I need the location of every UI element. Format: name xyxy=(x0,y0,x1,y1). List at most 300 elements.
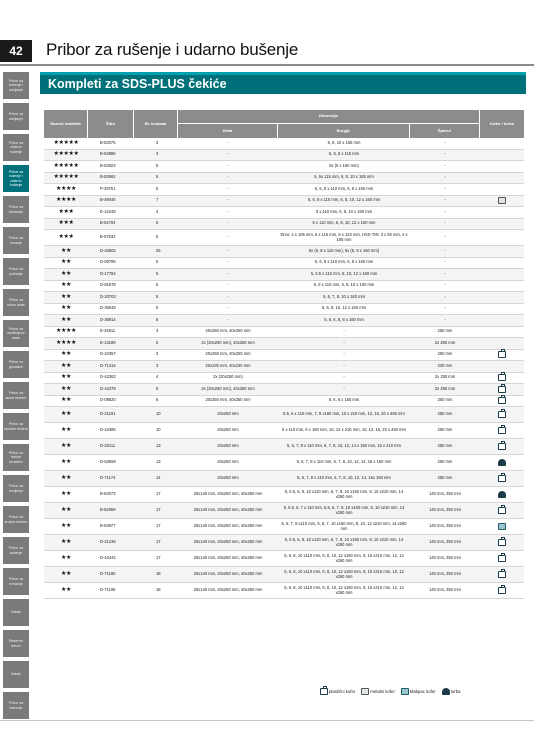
drill-sizes: - xyxy=(343,328,345,334)
pointed-chisel-sizes: 250 mm xyxy=(437,397,453,403)
flat-chisel-sizes: 20x250 mm xyxy=(217,459,239,465)
drill-sizes: - xyxy=(343,374,345,380)
product-code: D-53659 xyxy=(100,459,116,465)
flat-chisel-sizes: - xyxy=(227,247,229,253)
flat-chisel-sizes: - xyxy=(227,162,229,168)
rating-stars: ★★ xyxy=(61,459,71,466)
drill-sizes: - xyxy=(343,351,345,357)
pointed-chisel-sizes: - xyxy=(444,174,446,180)
legend-soft-label: Makpac kofer xyxy=(409,689,436,694)
sidebar-tab[interactable]: Pribor za sečenje xyxy=(3,537,29,564)
table-body xyxy=(44,138,524,599)
plastic-case-icon xyxy=(498,427,506,434)
table-row xyxy=(44,258,524,270)
piece-count: 17 xyxy=(156,507,161,513)
sidebar-tab[interactable]: Rezervni delovi xyxy=(3,630,29,657)
product-code: B-49046 xyxy=(100,197,116,203)
case-type xyxy=(480,219,524,230)
flat-chisel-sizes: 2x (20x250 mm) xyxy=(213,374,243,380)
sidebar-tab[interactable]: Ostalo xyxy=(3,661,29,688)
flat-chisel-sizes: - xyxy=(227,234,229,240)
rating-stars: ★★ xyxy=(61,539,71,546)
legend-bag xyxy=(442,688,461,695)
table-row xyxy=(44,535,524,551)
rating-stars: ★★★ xyxy=(58,220,74,227)
pointed-chisel-sizes: - xyxy=(444,316,446,322)
table-row xyxy=(44,583,524,599)
sidebar-tab[interactable]: Pribor za merenje xyxy=(3,692,29,719)
title-divider xyxy=(0,64,534,66)
sidebar-tab[interactable]: Pribor za ručne alate xyxy=(3,289,29,316)
pointed-chisel-sizes: - xyxy=(444,293,446,299)
rating-stars: ★★ xyxy=(61,555,71,562)
piece-count: 13 xyxy=(156,443,161,449)
table-row xyxy=(44,423,524,439)
product-code: D-17784 xyxy=(100,270,116,276)
case-type xyxy=(480,315,524,326)
product-code: D-08820 xyxy=(100,397,116,403)
plastic-case-icon xyxy=(498,555,506,562)
rating-stars: ★★ xyxy=(61,247,71,254)
drill-sizes: 5.5, 6 x 110 mm, 7, 8 x160 mm, 10 x 210 mm, 12, 16, 20 x 460 mm xyxy=(283,411,405,417)
piece-count: 5 xyxy=(156,293,159,299)
rating-stars: ★★ xyxy=(61,351,71,358)
piece-count: 5 xyxy=(156,220,159,226)
drill-sizes: - xyxy=(343,362,345,368)
drill-sizes: 5, 5.5, 6, 8, 10 x110 mm, 6, 7, 8, 10 x160 mm, 8, 10 x210 mm, 14 x260 mm xyxy=(284,488,404,499)
drill-sizes: - xyxy=(343,339,345,345)
legend-plastic xyxy=(320,688,355,695)
sidebar-tab[interactable]: Pribor za kružne testere xyxy=(3,506,29,533)
rating-stars: ★★ xyxy=(61,316,71,323)
table-row xyxy=(44,503,524,519)
drill-sizes: 5, 6, 7, 8 x110 mm, 5, 6, 7, 10 x160 mm, 8, 10, 12 x210 mm, 14 x260 mm xyxy=(281,520,407,531)
product-code: D-42385 xyxy=(100,427,116,433)
product-code: D-71174 xyxy=(100,475,116,481)
plastic-case-icon xyxy=(498,411,506,418)
product-code: B-53923 xyxy=(100,162,116,168)
pointed-chisel-sizes: - xyxy=(444,234,446,240)
sidebar-tab[interactable]: Pribor za rezanje xyxy=(3,227,29,254)
pointed-chisel-sizes: 2x 250 mm xyxy=(434,374,456,380)
table-row xyxy=(44,350,524,362)
sidebar-tab[interactable]: Pribor za stone testere xyxy=(3,382,29,409)
rating-stars: ★★★★★ xyxy=(53,151,79,158)
header-drill: Burgije xyxy=(278,124,409,138)
legend-bag-label: torba xyxy=(450,689,461,694)
piece-count: 3 xyxy=(156,328,159,334)
product-code: B-53877 xyxy=(100,523,116,529)
pointed-chisel-sizes: - xyxy=(444,185,446,191)
bottom-divider xyxy=(0,720,534,721)
case-legend xyxy=(320,688,464,695)
rating-stars: ★★ xyxy=(61,385,71,392)
product-code: B-52069 xyxy=(100,507,116,513)
case-type xyxy=(480,423,524,438)
sidebar-tab[interactable]: Pribor za udarno bušenje xyxy=(3,134,29,161)
piece-count: 13 xyxy=(156,459,161,465)
rating-stars: ★★ xyxy=(61,427,71,434)
flat-chisel-sizes: - xyxy=(227,208,229,214)
pointed-chisel-sizes: 140 mm, 250 mm xyxy=(429,587,461,593)
case-type xyxy=(480,471,524,486)
piece-count: 3 xyxy=(156,139,159,145)
piece-count: 10 xyxy=(156,427,161,433)
rating-stars: ★★ xyxy=(61,491,71,498)
metal-case-icon xyxy=(498,197,506,204)
flat-chisel-sizes: 20x140 mm, 20x250 mm, 40x250 mm xyxy=(193,507,263,513)
flat-chisel-sizes: 20x230 mm, 40x230 mm xyxy=(205,362,251,368)
case-type xyxy=(480,207,524,218)
pointed-chisel-sizes: 250 mm xyxy=(437,411,453,417)
product-code: D-42444 xyxy=(100,555,116,561)
case-type xyxy=(480,407,524,422)
table-row xyxy=(44,455,524,471)
rating-stars: ★★ xyxy=(61,374,71,381)
flat-chisel-sizes: - xyxy=(227,174,229,180)
table-row xyxy=(44,439,524,455)
case-type xyxy=(480,583,524,598)
rating-stars: ★★★★★ xyxy=(53,174,79,181)
flat-chisel-sizes: 20x140 mm, 20x250 mm, 40x250 mm xyxy=(193,587,263,593)
product-code: B-53073 xyxy=(100,491,116,497)
drill-sizes: - xyxy=(343,385,345,391)
rating-stars: ★★ xyxy=(61,587,71,594)
drill-sizes: 6 x 110 mm, 6, 8, 10, 12 x 160 mm xyxy=(312,220,376,226)
drill-sizes: 5, 6, 7, 8 x 110 mm, 6, 7, 8, 10, 12, 14, 16 x 160 mm xyxy=(296,459,392,465)
flat-chisel-sizes: - xyxy=(227,139,229,145)
product-code: D-71314 xyxy=(100,362,116,368)
flat-chisel-sizes: 20x250 mm xyxy=(217,475,239,481)
table-row xyxy=(44,173,524,185)
sidebar-tab[interactable]: Pribor za glodalice xyxy=(3,351,29,378)
flat-chisel-sizes: - xyxy=(227,293,229,299)
product-code: D-81878 xyxy=(100,282,116,288)
flat-chisel-sizes: - xyxy=(227,259,229,265)
sidebar-tab[interactable]: Pribor za odvijanje xyxy=(3,103,29,130)
piece-count: 3 xyxy=(156,351,159,357)
piece-count: 5 xyxy=(156,316,159,322)
piece-count: 4 xyxy=(156,208,159,214)
pointed-chisel-sizes: 2x 250 mm xyxy=(434,385,456,391)
piece-count: 18 xyxy=(156,571,161,577)
page-number: 42 xyxy=(0,40,32,62)
metal-case-icon xyxy=(361,688,369,695)
piece-count: 5 xyxy=(156,282,159,288)
sidebar-tab[interactable]: Pribor za poliranje xyxy=(3,258,29,285)
product-code: B-57532 xyxy=(100,234,116,240)
drill-sizes: 6 x 110 mm, 6 x 160 mm, 10, 12 x 210 mm, 10, 12, 16, 20 x 460 mm xyxy=(282,427,406,433)
sidebar-tab[interactable]: Pribor za ubodne testere xyxy=(3,413,29,440)
piece-count: 6 xyxy=(156,397,159,403)
product-code: D-21236 xyxy=(100,539,116,545)
plastic-case-icon xyxy=(498,351,506,358)
case-type xyxy=(480,184,524,195)
pointed-chisel-sizes: 140 mm, 250 mm xyxy=(429,507,461,513)
pointed-chisel-sizes: 250 mm xyxy=(437,459,453,465)
makpac-case-icon xyxy=(401,688,409,695)
rating-stars: ★★ xyxy=(61,270,71,277)
table-row xyxy=(44,551,524,567)
legend-metal-label: metalni kofer xyxy=(370,689,395,694)
sidebar-tab[interactable]: Pribor za brušenje xyxy=(3,196,29,223)
case-type xyxy=(480,396,524,407)
table-row xyxy=(44,396,524,408)
flat-chisel-sizes: - xyxy=(227,185,229,191)
flat-chisel-sizes: 20x250 mm, 40x250 mm xyxy=(205,328,251,334)
case-type xyxy=(480,361,524,372)
product-code: D-36914 xyxy=(100,316,116,322)
piece-count: 5 xyxy=(156,305,159,311)
pointed-chisel-sizes: - xyxy=(444,208,446,214)
product-code: D-36049 xyxy=(100,305,116,311)
drill-sizes: 6, 8, 10 x 165 mm xyxy=(327,139,361,145)
piece-count: 25 xyxy=(156,247,161,253)
rating-stars: ★★ xyxy=(61,523,71,530)
header-count: Br. komada xyxy=(134,110,177,138)
table-row xyxy=(44,567,524,583)
makpac-case-icon xyxy=(498,523,506,530)
pointed-chisel-sizes: - xyxy=(444,282,446,288)
pointed-chisel-sizes: - xyxy=(444,247,446,253)
case-type xyxy=(480,455,524,470)
drill-sizes: 5, 6, 8, 10 x110 mm, 6, 8, 10, 12 x160 mm, 8, 10 x210 mm, 12, 14 x260 mm xyxy=(284,552,404,563)
product-code: D-71180 xyxy=(100,571,116,577)
pointed-chisel-sizes: 230 mm xyxy=(437,362,453,368)
table-row xyxy=(44,230,524,246)
flat-chisel-sizes: - xyxy=(227,220,229,226)
pointed-chisel-sizes: - xyxy=(444,139,446,145)
table-row xyxy=(44,327,524,339)
product-table xyxy=(44,110,524,599)
case-type xyxy=(480,269,524,280)
legend-plastic-label: plastični kofer xyxy=(329,689,356,694)
rating-stars: ★★ xyxy=(61,571,71,578)
drill-sizes: 5, 6, 7, 8, 10 x 160 mm xyxy=(323,293,365,299)
header-code: Šifra xyxy=(88,110,133,138)
product-code: E-34911 xyxy=(100,328,116,334)
case-type xyxy=(480,439,524,454)
product-code: D-20111 xyxy=(100,443,116,449)
product-code: D-21191 xyxy=(100,411,116,417)
case-type xyxy=(480,327,524,338)
case-type xyxy=(480,281,524,292)
legend-soft xyxy=(401,688,436,695)
flat-chisel-sizes: 20x250 mm, 40x250 mm xyxy=(205,397,251,403)
flat-chisel-sizes: 20x250 mm xyxy=(217,443,239,449)
product-code: D-40602 xyxy=(100,247,116,253)
drill-sizes: 5, 6x 115 mm, 6, 8, 10 x 165 mm xyxy=(314,174,374,180)
drill-sizes: 6, 6, 8, 10, 12 x 160 mm xyxy=(321,305,367,311)
table-row xyxy=(44,246,524,258)
table-row xyxy=(44,373,524,385)
rating-stars: ★★★★ xyxy=(56,197,76,204)
rating-stars: ★★ xyxy=(61,475,71,482)
drill-sizes: 5, 6, 6, 8, 8 x 160 mm xyxy=(324,316,364,322)
drill-sizes: 5x (6, 8 x 110 mm), 5x (5, 8 x 160 mm) xyxy=(308,247,380,253)
header-case: Kofer / torba xyxy=(480,110,524,138)
product-code: D-20703 xyxy=(100,293,116,299)
piece-count: 5 xyxy=(156,174,159,180)
pointed-chisel-sizes: 140 mm, 250 mm xyxy=(429,523,461,529)
rating-stars: ★★ xyxy=(61,443,71,450)
flat-chisel-sizes: - xyxy=(227,270,229,276)
drill-sizes: 5, 6, 8 x 110 mm, 6, 8 x 160 mm xyxy=(314,185,374,191)
product-code: D-42363 xyxy=(100,374,116,380)
table-row xyxy=(44,150,524,162)
sidebar-tab[interactable]: Pribor za tračne brusilice xyxy=(3,444,29,471)
table-row xyxy=(44,138,524,150)
pointed-chisel-sizes: 140 mm, 250 mm xyxy=(429,539,461,545)
header-dimensions: Dimenzije xyxy=(178,110,479,123)
case-type xyxy=(480,551,524,566)
page-title: Pribor za rušenje i udarno bušenje xyxy=(46,40,299,59)
flat-chisel-sizes: 2x (20x250 mm), 40x250 mm xyxy=(201,339,255,345)
product-code: D-71196 xyxy=(100,587,116,593)
piece-count: 5 xyxy=(156,270,159,276)
product-code: E-14249 xyxy=(100,208,116,214)
flat-chisel-sizes: - xyxy=(227,282,229,288)
rating-stars: ★★ xyxy=(61,397,71,404)
table-row xyxy=(44,487,524,503)
legend-metal xyxy=(361,688,395,695)
pointed-chisel-sizes: 140 mm, 250 mm xyxy=(429,555,461,561)
case-type xyxy=(480,535,524,550)
header-chisel: Špiceri xyxy=(410,124,479,138)
case-type xyxy=(480,519,524,534)
case-type xyxy=(480,138,524,149)
piece-count: 5 xyxy=(156,234,159,240)
case-type xyxy=(480,196,524,207)
piece-count: 17 xyxy=(156,491,161,497)
plastic-case-icon xyxy=(320,688,328,695)
drill-sizes: 5, 5.5, 6, 8, 10 x110 mm, 6, 7, 8, 10 x160 mm, 8, 10 x210 mm, 14 x260 mm xyxy=(284,536,404,547)
rating-stars: ★★★★★ xyxy=(53,162,79,169)
rating-stars: ★★ xyxy=(61,507,71,514)
piece-count: 4 xyxy=(156,374,159,380)
piece-count: 5 xyxy=(156,162,159,168)
plastic-case-icon xyxy=(498,539,506,546)
drill-sizes: 5, 6, 8 x 115 mm xyxy=(328,151,360,157)
case-type xyxy=(480,384,524,395)
plastic-case-icon xyxy=(498,443,506,450)
chapter-sidebar xyxy=(0,72,32,732)
header-flat: Dleta xyxy=(178,124,277,138)
table-row xyxy=(44,338,524,350)
plastic-case-icon xyxy=(498,507,506,514)
flat-chisel-sizes: 20x140 mm, 20x250 mm, 40x250 mm xyxy=(193,539,263,545)
header-rating: Razred kvaliteta xyxy=(44,110,87,138)
case-type xyxy=(480,567,524,582)
pointed-chisel-sizes: 250 mm xyxy=(437,443,453,449)
piece-count: 3 xyxy=(156,151,159,157)
pointed-chisel-sizes: 250 mm xyxy=(437,475,453,481)
table-row xyxy=(44,184,524,196)
piece-count: 17 xyxy=(156,539,161,545)
rating-stars: ★★ xyxy=(61,411,71,418)
sidebar-tab[interactable]: Pribor za mešanje xyxy=(3,568,29,595)
case-type xyxy=(480,258,524,269)
product-code: B-53986 xyxy=(100,151,116,157)
product-code: B-53992 xyxy=(100,174,116,180)
flat-chisel-sizes: 20x140 mm, 20x250 mm, 40x250 mm xyxy=(193,491,263,497)
flat-chisel-sizes: 20x140 mm, 20x250 mm, 40x250 mm xyxy=(193,571,263,577)
rating-stars: ★★★ xyxy=(58,208,74,215)
plastic-case-icon xyxy=(498,386,506,393)
pointed-chisel-sizes: - xyxy=(444,151,446,157)
table-row xyxy=(44,292,524,304)
rating-stars: ★★★★ xyxy=(56,339,76,346)
piece-count: 10 xyxy=(156,411,161,417)
pointed-chisel-sizes: - xyxy=(444,162,446,168)
table-row xyxy=(44,407,524,423)
pointed-chisel-sizes: 140 mm, 250 mm xyxy=(429,571,461,577)
pointed-chisel-sizes: 2x 250 mm xyxy=(434,339,456,345)
product-code: B-53075 xyxy=(100,139,116,145)
case-type xyxy=(480,503,524,518)
product-code: D-42379 xyxy=(100,385,116,391)
table-row xyxy=(44,281,524,293)
table-row xyxy=(44,315,524,327)
case-type xyxy=(480,230,524,245)
sidebar-tab[interactable]: Pribor za bušenje i odvijanje xyxy=(3,72,29,99)
table-row xyxy=(44,304,524,316)
case-type xyxy=(480,292,524,303)
case-type xyxy=(480,338,524,349)
drill-sizes: 5, 6.5 x 110 mm, 8, 10, 12 x 160 mm xyxy=(310,270,378,276)
drill-sizes: 5 x 110 mm, 6, 8, 10 x 160 mm xyxy=(315,208,373,214)
case-type xyxy=(480,350,524,361)
case-type xyxy=(480,161,524,172)
plastic-case-icon xyxy=(498,587,506,594)
bag-icon xyxy=(442,688,450,695)
table-row xyxy=(44,161,524,173)
pointed-chisel-sizes: - xyxy=(444,197,446,203)
flat-chisel-sizes: - xyxy=(227,197,229,203)
case-type xyxy=(480,173,524,184)
flat-chisel-sizes: - xyxy=(227,151,229,157)
product-code: D-00785 xyxy=(100,259,116,265)
plastic-case-icon xyxy=(498,571,506,578)
piece-count: 14 xyxy=(156,475,161,481)
flat-chisel-sizes: - xyxy=(227,305,229,311)
table-row xyxy=(44,207,524,219)
sidebar-tab[interactable]: Pribor za oscilirajuće alate xyxy=(3,320,29,347)
pointed-chisel-sizes: 140 mm, 250 mm xyxy=(429,491,461,497)
flat-chisel-sizes: 2x (20x250 mm), 40x250 mm xyxy=(201,385,255,391)
piece-count: 5 xyxy=(156,259,159,265)
table-row xyxy=(44,519,524,535)
rating-stars: ★★ xyxy=(61,362,71,369)
plastic-case-icon xyxy=(498,374,506,381)
product-code: D-42357 xyxy=(100,351,116,357)
drill-sizes: 5, 6, 8, 10 x110 mm, 6, 8, 10, 12 x160 mm, 8, 10 x210 mm, 10, 12 x260 mm xyxy=(284,568,404,579)
flat-chisel-sizes: 20x250 mm xyxy=(217,411,239,417)
section-header xyxy=(40,72,526,94)
sidebar-tab[interactable]: Pribor za rušenje i udarno bušenje xyxy=(3,165,29,192)
drill-sizes: 5, 6, 8 x 110 mm, 6, 8, 10, 12 x 160 mm xyxy=(307,197,381,203)
sidebar-tab[interactable]: Ostalo xyxy=(3,599,29,626)
case-type xyxy=(480,150,524,161)
table-row xyxy=(44,471,524,487)
pointed-chisel-sizes: - xyxy=(444,259,446,265)
pointed-chisel-sizes: - xyxy=(444,305,446,311)
table-row xyxy=(44,196,524,208)
table-header xyxy=(44,110,524,138)
sidebar-tab[interactable]: Pribor za lemljenje xyxy=(3,475,29,502)
table-row xyxy=(44,269,524,281)
flat-chisel-sizes: 20x250 mm, 40x250 mm xyxy=(205,351,251,357)
